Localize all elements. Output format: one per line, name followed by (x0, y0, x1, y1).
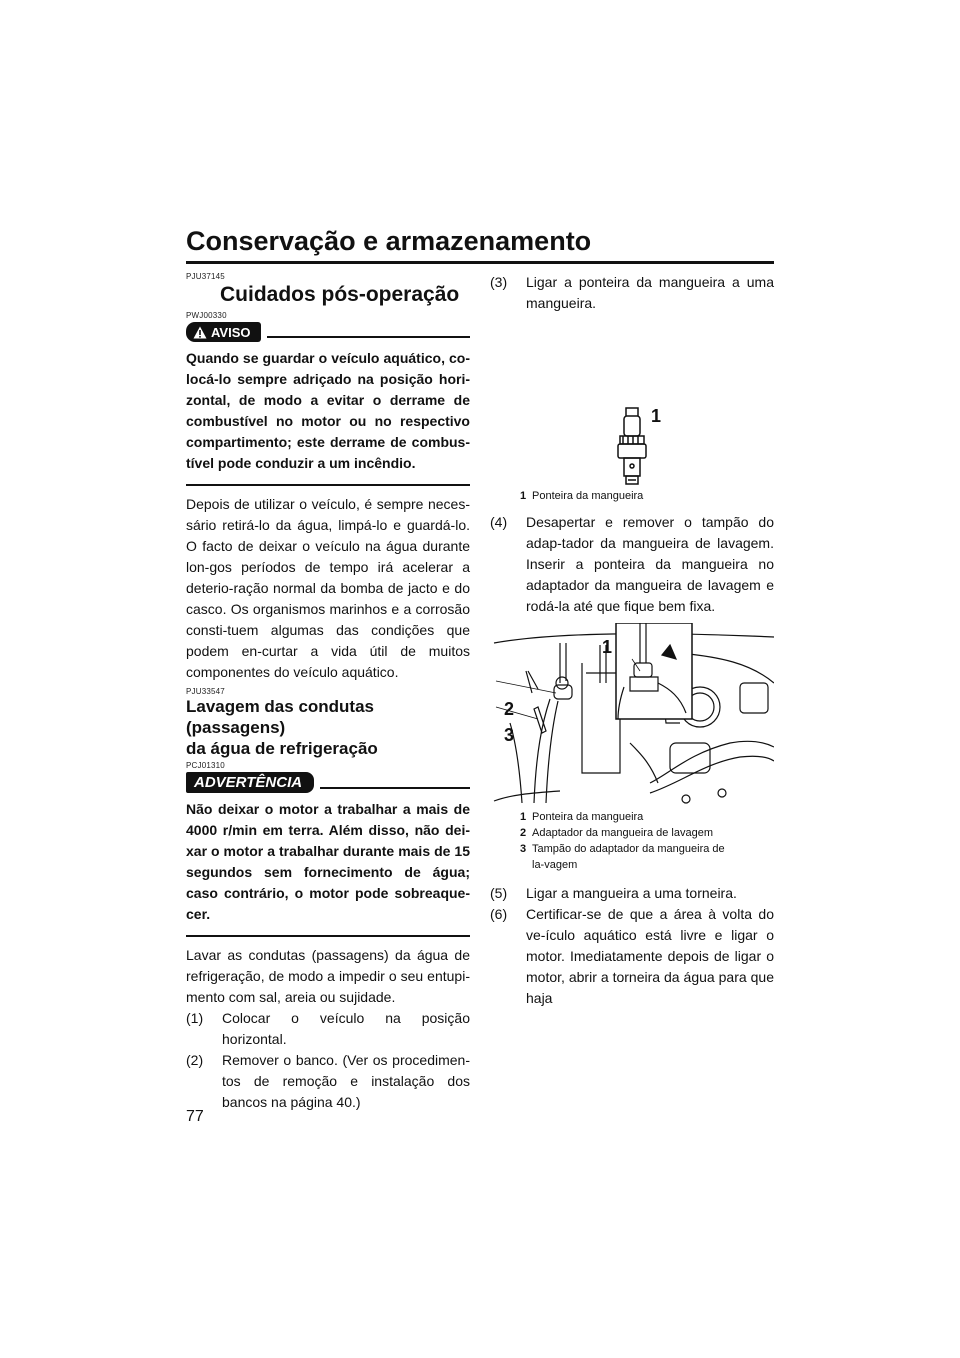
list-item (490, 883, 774, 904)
list-item (490, 272, 774, 314)
figure-caption (520, 809, 774, 825)
list-text: Remover o banco. (Ver os procedimen-tos de remoção e instalação dos bancos na página 40.) (222, 1052, 470, 1110)
figure-caption (520, 825, 774, 841)
caption-number: 1 (520, 811, 527, 823)
header-rule (186, 261, 774, 264)
ref-code: PJU33547 (186, 687, 225, 696)
ref-code: PWJ00330 (186, 311, 227, 320)
list-number: (5) (490, 885, 508, 901)
ref-code: PJU37145 (186, 272, 225, 281)
list-number: (1) (186, 1010, 204, 1026)
ref-code: PCJ01310 (186, 761, 225, 770)
caption-text: Ponteira da mangueira (532, 490, 644, 502)
list-text: Certificar-se de que a área à volta do ve-ículo aquático está livre e ligar o motor. Imediatamente depois de ligar o motor, abrir a torneira da água para que haja (526, 906, 774, 1006)
caption-number: 1 (520, 490, 527, 502)
callout-number: 1 (602, 637, 613, 657)
list-number: (2) (186, 1052, 204, 1068)
advertencia-rule (320, 787, 470, 789)
aviso-badge (186, 322, 261, 342)
page-number: 77 (186, 1108, 204, 1125)
figure-caption (520, 841, 774, 873)
hose-nozzle-illustration (490, 320, 774, 488)
list-item (490, 904, 774, 1009)
aviso-end-rule (186, 484, 470, 486)
caption-text: Tampão do adaptador da mangueira de la-vagem (532, 843, 725, 871)
warning-triangle-icon (193, 326, 207, 339)
flush-adapter-illustration (490, 623, 774, 809)
list-item (186, 1050, 470, 1113)
list-text: Colocar o veículo na posição horizontal. (222, 1010, 470, 1047)
right-column (490, 272, 774, 1009)
aviso-header (186, 322, 470, 342)
list-item (490, 512, 774, 617)
aviso-rule (267, 336, 471, 338)
paragraph: Lavar as condutas (passagens) da água de refrigeração, de modo a impedir o seu entupi-mento com sal, areia ou sujidade. (186, 947, 470, 1005)
aviso-label: AVISO (211, 324, 251, 340)
advertencia-end-rule (186, 935, 470, 937)
caption-text: Adaptador da mangueira de lavagem (532, 827, 714, 839)
page-header-title: Conservação e armazenamento (186, 226, 592, 256)
caption-number: 2 (520, 827, 527, 839)
section-title: Cuidados pós-operação (220, 283, 460, 306)
subsection-title-line: Lavagem das condutas (passagens) (186, 697, 375, 737)
list-text: Ligar a mangueira a uma torneira. (526, 885, 737, 901)
list-text: Ligar a ponteira da mangueira a uma mangueira. (526, 274, 774, 311)
paragraph: Depois de utilizar o veículo, é sempre neces-sário retirá-lo da água, limpá-lo e guardá-lo. O facto de deixar o veículo na água durante lon-gos períodos de tempo irá acelerar a deterio-ração normal da bomba de jacto e do casco. Os organismos marinhos e a corrosão consti-tuem algumas das condições que podem en-curtar a vida útil de muitos componentes do veículo aquático. (186, 496, 470, 680)
advertencia-badge: ADVERTÊNCIA (186, 772, 314, 793)
callout-number: 2 (504, 699, 515, 719)
figure-caption (520, 488, 774, 504)
list-number: (3) (490, 274, 508, 290)
advertencia-header (186, 772, 470, 793)
list-number: (4) (490, 514, 508, 530)
callout-number: 1 (651, 406, 662, 426)
advertencia-text: Não deixar o motor a trabalhar a mais de 4000 r/min em terra. Além disso, não dei-xar o motor a trabalhar durante mais de 15 segundos sem fornecimento de água; caso contrário, o motor pode sobreaque-cer. (186, 801, 470, 922)
list-number: (6) (490, 906, 508, 922)
figure-hose-nozzle (490, 320, 774, 488)
left-column (186, 272, 470, 1113)
subsection-title-line: da água de refrigeração (186, 739, 378, 758)
list-item (186, 1008, 470, 1050)
caption-number: 3 (520, 843, 527, 855)
callout-number: 3 (504, 725, 515, 745)
caption-text: Ponteira da mangueira (532, 811, 644, 823)
list-text: Desapertar e remover o tampão do adap-tador da mangueira de lavagem. Inserir a ponteira da mangueira no adaptador da mangueira de lavagem e rodá-la até que fique bem fixa. (526, 514, 774, 614)
figure-flush-adapter (490, 623, 774, 809)
aviso-text: Quando se guardar o veículo aquático, co-locá-lo sempre adriçado na posição hori-zontal, de modo a evitar o derrame de combustível no motor ou no respectivo compartimento; este derrame de combus-tível pode conduzir a um incêndio. (186, 350, 470, 471)
subsection-title (186, 696, 470, 759)
